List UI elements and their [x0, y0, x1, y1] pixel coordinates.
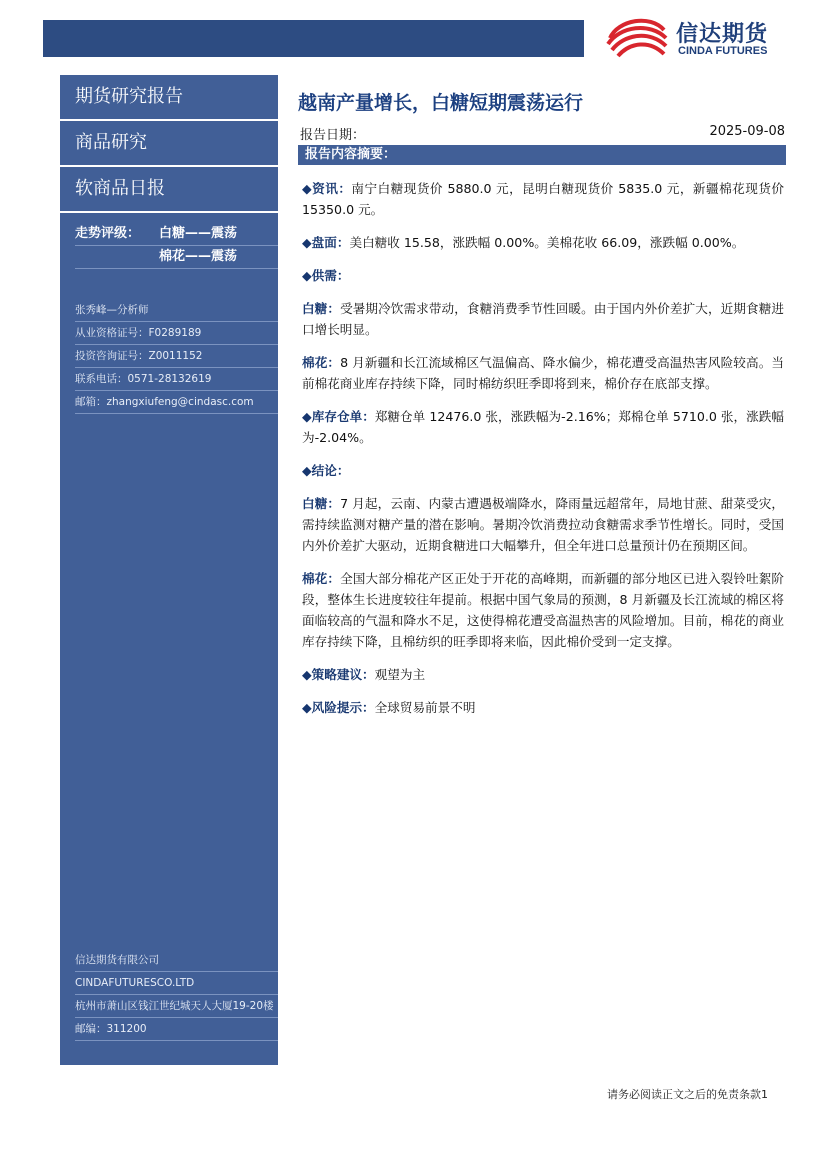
section-market: ◆盘面：美白糖收 15.58，涨跌幅 0.00%。美棉花收 66.09，涨跌幅 0.00%。 — [302, 235, 745, 250]
abstract-content — [302, 178, 784, 730]
supply-sugar: 白糖：受暑期冷饮需求带动，食糖消费季节性回暖。由于国内外价差扩大，近期食糖进口增长明显。 — [302, 301, 785, 337]
rating-cotton: 棉花——震荡 — [159, 249, 238, 264]
category-research: 商品研究 — [60, 121, 278, 167]
logo-text-en: CINDA FUTURES — [678, 45, 768, 57]
rating-sugar: 白糖——震荡 — [159, 226, 238, 241]
conclusion-cotton: 棉花：全国大部分棉花产区正处于开花的高峰期，而新疆的部分地区已进入裂铃吐絮阶段，整体生长进度较往年提前。根据中国气象局的预测，8 月新疆及长江流域的棉区将面临较高的气温和降水不足，这使得棉花遭受高温热害的风险增加。目前，棉花的商业库存持续下降，且棉纺织的旺季即将来临，因此棉价受到一定支撑。 — [302, 571, 785, 649]
section-inventory: ◆库存仓单：郑糖仓单 12476.0 张，涨跌幅为-2.16%；郑棉仓单 5710.0 张，涨跌幅为-2.04%。 — [302, 409, 784, 445]
date-label: 报告日期： — [300, 128, 366, 143]
section-news: ◆资讯：南宁白糖现货价 5880.0 元，昆明白糖现货价 5835.0 元，新疆棉花现货价 15350.0 元。 — [302, 181, 784, 217]
report-date: 2025-09-08 — [709, 124, 785, 139]
analyst-license: 从业资格证号：F0289189 — [75, 322, 278, 345]
analyst-info — [60, 299, 278, 414]
company-logo — [606, 16, 791, 60]
section-strategy: ◆策略建议：观望为主 — [302, 667, 426, 682]
logo-mark-icon — [606, 16, 668, 60]
sidebar — [60, 75, 278, 1065]
company-site: CINDAFUTURESCO.LTD — [75, 972, 278, 995]
company-name: 信达期货有限公司 — [75, 949, 278, 972]
company-info — [75, 949, 278, 1041]
trend-rating — [60, 213, 278, 269]
company-zip: 邮编：311200 — [75, 1018, 278, 1041]
section-conclusion: ◆结论： — [302, 463, 350, 478]
analyst-phone: 联系电话：0571-28132619 — [75, 368, 278, 391]
top-banner — [43, 20, 584, 57]
logo-text-cn: 信达期货 — [676, 22, 769, 47]
abstract-header: 报告内容摘要： — [298, 145, 786, 165]
analyst-name: 张秀峰—分析师 — [75, 299, 278, 322]
rating-label: 走势评级： — [75, 226, 141, 241]
report-date-row — [300, 124, 785, 143]
report-title: 越南产量增长，白糖短期震荡运行 — [298, 92, 584, 114]
analyst-email[interactable]: 邮箱：zhangxiufeng@cindasc.com — [75, 391, 278, 414]
disclaimer-footer: 请务必阅读正文之后的免责条款1 — [607, 1088, 768, 1101]
category-daily: 软商品日报 — [60, 167, 278, 213]
category-report-type: 期货研究报告 — [60, 75, 278, 121]
analyst-invest-license: 投资咨询证号：Z0011152 — [75, 345, 278, 368]
supply-cotton: 棉花：8 月新疆和长江流域棉区气温偏高、降水偏少，棉花遭受高温热害风险较高。当前棉花商业库存持续下降，同时棉纺织旺季即将到来，棉价存在底部支撑。 — [302, 355, 784, 391]
company-address: 杭州市萧山区钱江世纪城天人大厦19-20楼 — [75, 995, 278, 1018]
section-risk: ◆风险提示：全球贸易前景不明 — [302, 700, 476, 715]
conclusion-sugar: 白糖：7 月起，云南、内蒙古遭遇极端降水，降雨量远超常年，局地甘蔗、甜菜受灾，需持续监测对糖产量的潜在影响。暑期冷饮消费拉动食糖需求季节性增长。同时，受国内外价差扩大驱动，近期食糖进口大幅攀升，但全年进口总量预计仍在预期区间。 — [302, 496, 784, 553]
section-supply-demand: ◆供需： — [302, 268, 350, 283]
